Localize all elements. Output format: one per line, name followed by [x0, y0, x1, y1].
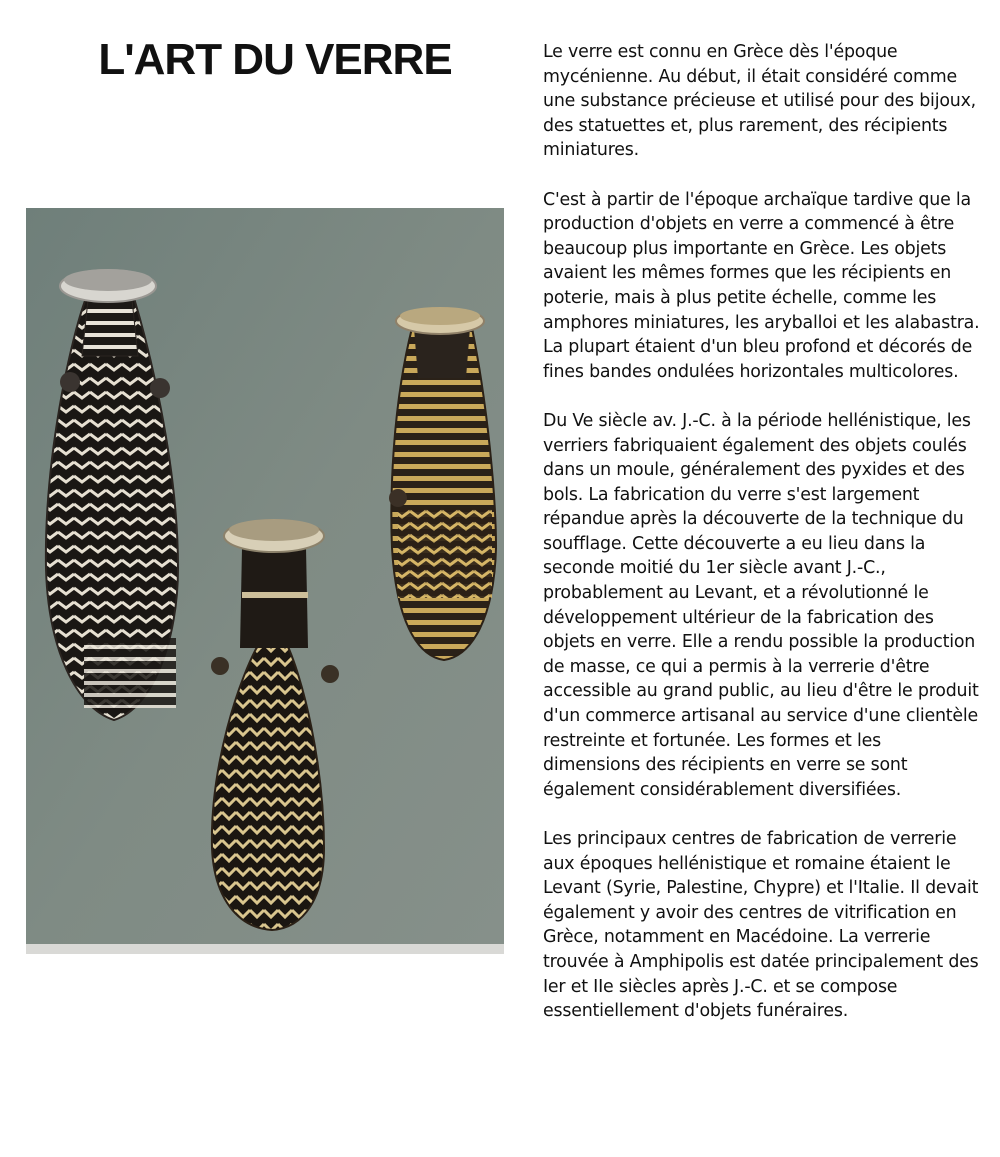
paragraph-1: Le verre est connu en Grèce dès l'époque mycénienne. Au début, il était considéré comme une substance précieuse et utilisé pour des bijoux, des statuettes et, plus rarement, des récipients miniatures.: [543, 42, 977, 161]
text-column: [543, 40, 983, 1048]
paragraph-4: Les principaux centres de fabrication de verrerie aux époques hellénistique et romaine étaient le Levant (Syrie, Palestine, Chypre) et l'Italie. Il devait également y avoir des centres de vitrification en Grèce, notamment en Macédoine. La verrerie trouvée à Amphipolis est datée principalement des Ier et IIe siècles après J.-C. et se compose essentiellement d'objets funéraires.: [543, 829, 979, 1022]
page-title: L'ART DU VERRE: [98, 35, 452, 84]
paragraph-2: C'est à partir de l'époque archaïque tardive que la production d'objets en verre a commencé à être beaucoup plus importante en Grèce. Les objets avaient les mêmes formes que les récipients en poterie, mais à plus petite échelle, comme les amphores miniatures, les aryballoi et les alabastra. La plupart étaient d'un bleu profond et décorés de fines bandes ondulées horizontales multicolores.: [543, 189, 980, 382]
glass-vessels-photo: [26, 208, 504, 954]
paragraph-3: Du Ve siècle av. J.-C. à la période hellénistique, les verriers fabriquaient également des objets coulés dans un moule, généralement des pyxides et des bols. La fabrication du verre s'est largement répandue après la découverte de la technique du soufflage. Cette découverte a eu lieu dans la seconde moitié du 1er siècle avant J.-C., probablement au Levant, et a révolutionné le développement ultérieur de la fabrication des objets en verre. Elle a rendu possible la production de masse, ce qui a permis à la verrerie d'être accessible au grand public, au lieu d'être le produit d'un commerce artisanal au service d'une clientèle restreinte et fortunée. Les formes et les dimensions des récipients en verre se sont également considérablement diversifiées.: [543, 410, 979, 800]
